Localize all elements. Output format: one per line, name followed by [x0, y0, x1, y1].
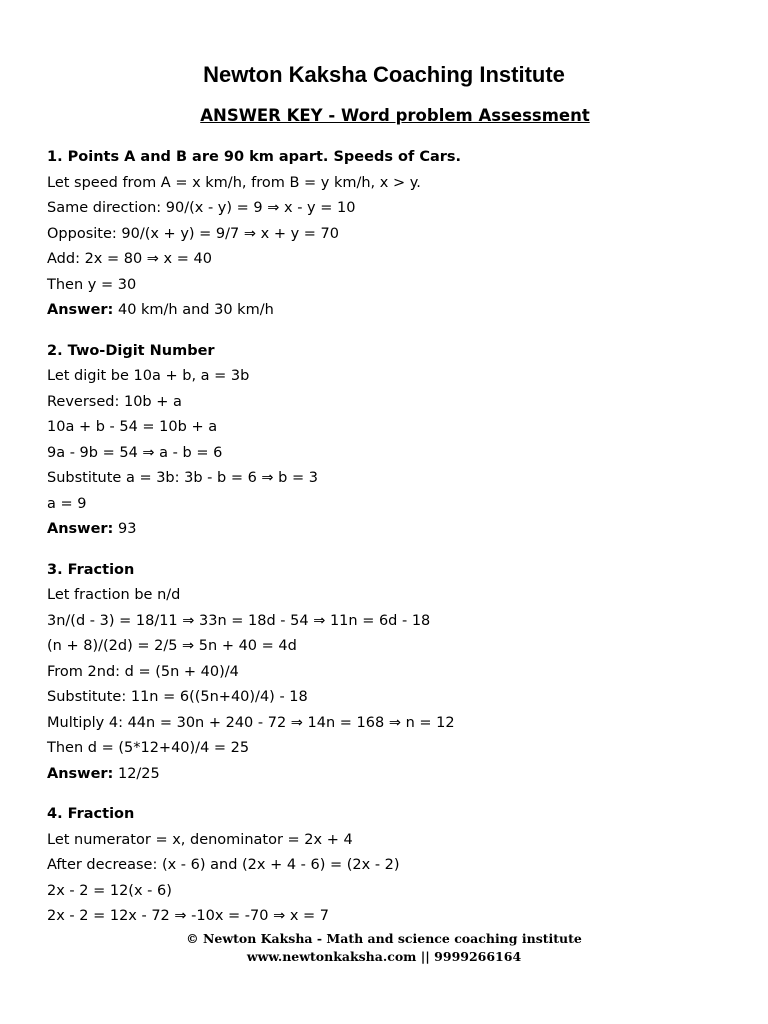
document-subtitle: ANSWER KEY - Word problem Assessment: [200, 106, 590, 125]
problem-section-2: [47, 339, 747, 543]
solution-line: Let fraction be n/d: [47, 587, 181, 603]
answer-line: [47, 762, 747, 788]
solution-line: Let numerator = x, denominator = 2x + 4: [47, 831, 353, 848]
solution-line: Substitute: 11n = 6((5n+40)/4) - 18: [47, 689, 308, 705]
solution-line: Same direction: 90/(x - y) = 9 ⇒ x - y = 10: [47, 200, 356, 216]
solution-line: Reversed: 10b + a: [47, 393, 182, 410]
answer-value: 40 km/h and 30 km/h: [113, 302, 274, 318]
answer-line: [47, 298, 747, 324]
footer-contact: www.newtonkaksha.com || 9999266164: [246, 949, 522, 964]
section-heading: 2. Two-Digit Number: [47, 342, 215, 359]
section-heading: 3. Fraction: [47, 561, 135, 578]
solution-line: Let digit be 10a + b, a = 3b: [47, 368, 250, 384]
solution-line: Opposite: 90/(x + y) = 9/7 ⇒ x + y = 70: [47, 225, 339, 242]
answer-value: 12/25: [113, 765, 160, 782]
solution-line: 9a - 9b = 54 ⇒ a - b = 6: [47, 444, 223, 461]
solution-line: From 2nd: d = (5n + 40)/4: [47, 663, 239, 680]
answer-key-body: [47, 145, 747, 945]
solution-line: (n + 8)/(2d) = 2/5 ⇒ 5n + 40 = 4d: [47, 638, 297, 654]
solution-line: 3n/(d - 3) = 18/11 ⇒ 33n = 18d - 54 ⇒ 11n = 6d - 18: [47, 612, 431, 629]
solution-line: 10a + b - 54 = 10b + a: [47, 419, 218, 435]
document-title: Newton Kaksha Coaching Institute: [203, 62, 565, 87]
problem-section-1: [47, 145, 747, 324]
answer-line: [47, 517, 747, 543]
answer-label: Answer:: [47, 521, 114, 537]
section-heading: 1. Points A and B are 90 km apart. Speeds of Cars.: [47, 149, 462, 165]
answer-value: 93: [113, 521, 137, 537]
solution-line: After decrease: (x - 6) and (2x + 4 - 6) = (2x - 2): [47, 857, 400, 873]
answer-label: Answer:: [47, 302, 114, 318]
solution-line: Multiply 4: 44n = 30n + 240 - 72 ⇒ 14n = 168 ⇒ n = 12: [47, 714, 455, 731]
solution-line: a = 9: [47, 495, 87, 512]
section-heading: 4. Fraction: [47, 806, 135, 822]
solution-line: 2x - 2 = 12x - 72 ⇒ -10x = -70 ⇒ x = 7: [47, 908, 330, 924]
footer-copyright: © Newton Kaksha - Math and science coaching institute: [186, 931, 582, 946]
problem-section-3: [47, 558, 747, 788]
solution-line: Substitute a = 3b: 3b - b = 6 ⇒ b = 3: [47, 470, 318, 486]
solution-line: Add: 2x = 80 ⇒ x = 40: [47, 251, 212, 267]
solution-line: 2x - 2 = 12(x - 6): [47, 882, 172, 899]
page-footer: [0, 930, 768, 966]
solution-line: Let speed from A = x km/h, from B = y km/h, x > y.: [47, 174, 421, 191]
solution-line: Then y = 30: [47, 276, 137, 293]
problem-section-4: [47, 802, 747, 930]
solution-line: Then d = (5*12+40)/4 = 25: [47, 740, 250, 756]
answer-label: Answer:: [47, 765, 114, 782]
